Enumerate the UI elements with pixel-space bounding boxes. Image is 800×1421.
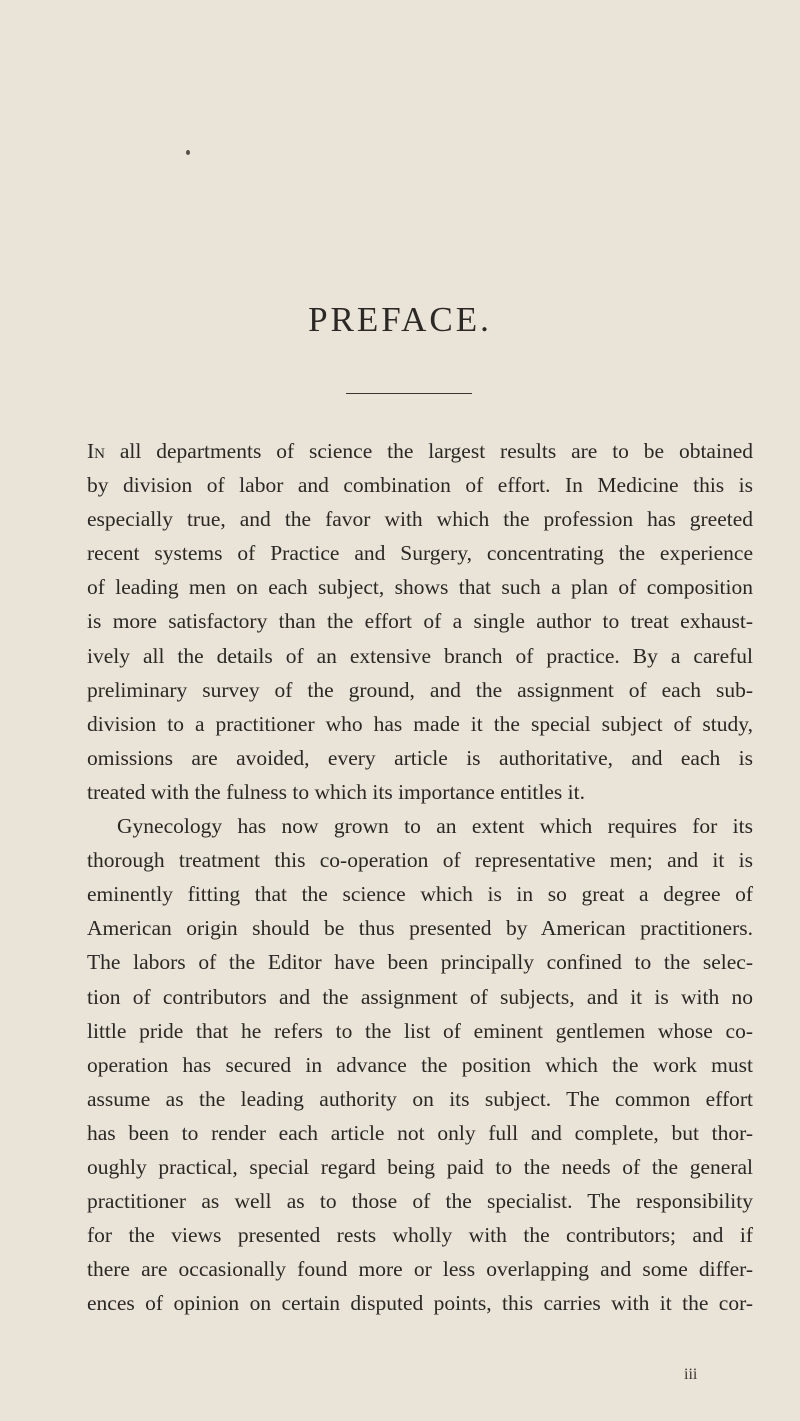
- print-speck: [186, 150, 190, 155]
- text-line: treated with the fulness to which its importance entitles it.: [87, 779, 585, 804]
- text-line: American origin should be thus presented by American practitioners.: [87, 916, 753, 941]
- paragraph-1: [87, 434, 753, 809]
- text-line: [87, 434, 753, 468]
- page-number: iii: [684, 1366, 698, 1383]
- text-line: assume as the leading authority on its subject. The common effort: [87, 1086, 753, 1111]
- text-line: little pride that he refers to the list of eminent gentlemen whose co-: [87, 1018, 753, 1043]
- text-line: operation has secured in advance the position which the work must: [87, 1052, 753, 1077]
- paragraph-2: [87, 809, 753, 1320]
- text-line: division to a practitioner who has made it the special subject of study,: [87, 711, 753, 736]
- first-line-text: all departments of science the largest results are to be obtained: [105, 439, 753, 463]
- text-line: ences of opinion on certain disputed points, this carries with it the cor-: [87, 1291, 753, 1316]
- text-line: there are occasionally found more or less overlapping and some differ-: [87, 1257, 753, 1282]
- text-line: of leading men on each subject, shows that such a plan of composition: [87, 575, 753, 600]
- title-rule: [346, 393, 472, 394]
- text-line: omissions are avoided, every article is authoritative, and each is: [87, 745, 753, 770]
- text-line: eminently fitting that the science which is in so great a degree of: [87, 882, 753, 907]
- text-line: Gynecology has now grown to an extent which requires for its: [117, 814, 753, 839]
- text-line: recent systems of Practice and Surgery, concentrating the experience: [87, 541, 753, 566]
- text-line: especially true, and the favor with which the profession has greeted: [87, 507, 753, 532]
- page-title: PREFACE.: [308, 300, 492, 339]
- text-line: is more satisfactory than the effort of a single author to treat exhaust-: [87, 609, 753, 634]
- text-line: oughly practical, special regard being paid to the needs of the general: [87, 1154, 753, 1179]
- text-line: thorough treatment this co-operation of representative men; and it is: [87, 848, 753, 873]
- text-line: practitioner as well as to those of the specialist. The responsibility: [87, 1189, 753, 1214]
- text-line: ively all the details of an extensive branch of practice. By a careful: [87, 643, 753, 668]
- text-line: for the views presented rests wholly with the contributors; and if: [87, 1223, 753, 1248]
- text-line: The labors of the Editor have been principally confined to the selec-: [87, 950, 753, 975]
- text-line: has been to render each article not only full and complete, but thor-: [87, 1120, 753, 1145]
- text-line: preliminary survey of the ground, and the assignment of each sub-: [87, 677, 753, 702]
- text-line: tion of contributors and the assignment of subjects, and it is with no: [87, 984, 753, 1009]
- text-line: by division of labor and combination of effort. In Medicine this is: [87, 473, 753, 498]
- preface-body: [87, 434, 753, 1320]
- lead-word: In: [87, 439, 105, 463]
